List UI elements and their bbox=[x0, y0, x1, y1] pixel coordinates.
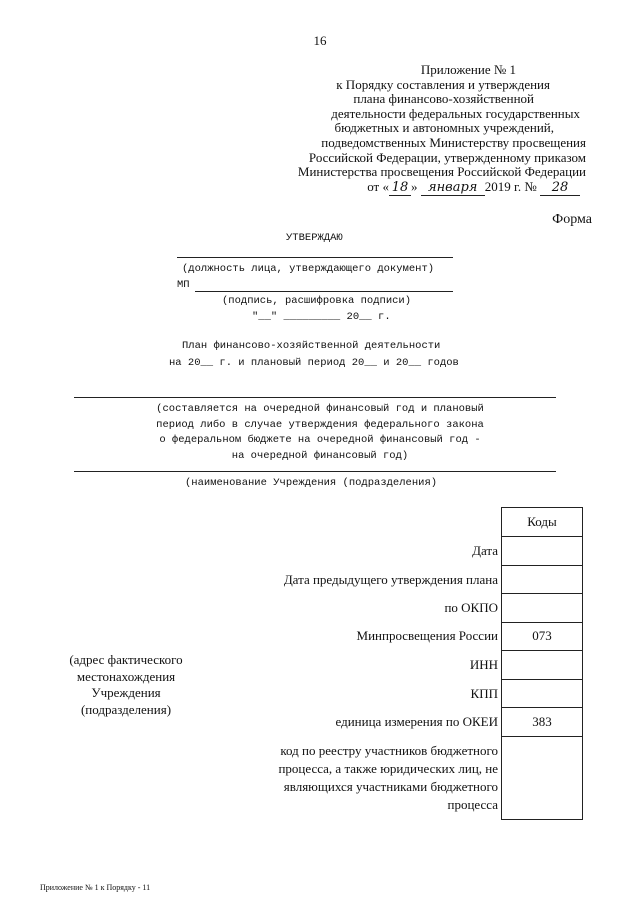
position-line bbox=[177, 257, 453, 258]
approve-title: УТВЕРЖДАЮ bbox=[286, 232, 343, 244]
registry-line: процесса, а также юридических лиц, не bbox=[278, 761, 498, 776]
period-note bbox=[100, 402, 540, 464]
institution-line bbox=[74, 471, 556, 472]
period-note-line: на очередной финансовый год) bbox=[231, 449, 409, 462]
code-cell-okei: 383 bbox=[502, 708, 583, 737]
order-year: 2019 г. № bbox=[484, 178, 537, 194]
code-cell-kpp bbox=[502, 679, 583, 708]
code-cell-registry bbox=[502, 736, 583, 819]
registry-line: процесса bbox=[447, 797, 498, 812]
registry-line: код по реестру участников бюджетного bbox=[280, 743, 498, 758]
page-number: 16 bbox=[313, 33, 327, 48]
label-ministry: Минпросвещения России bbox=[356, 628, 498, 643]
label-okpo: по ОКПО bbox=[444, 600, 498, 615]
codes-table bbox=[501, 507, 583, 820]
form-label: Форма bbox=[552, 212, 592, 227]
institution-caption: (наименование Учреждения (подразделения) bbox=[185, 477, 438, 489]
code-cell-ministry: 073 bbox=[502, 622, 583, 651]
appendix-line: бюджетных и автономных учреждений, bbox=[334, 120, 554, 136]
label-kpp: КПП bbox=[470, 686, 498, 701]
label-registry bbox=[198, 742, 498, 814]
appendix-line: подведомственных Министерству просвещения bbox=[321, 134, 586, 150]
approve-date-line: "__" _________ 20__ г. bbox=[252, 311, 391, 323]
codes-header: Коды bbox=[502, 508, 583, 537]
signature-line bbox=[195, 291, 453, 292]
order-day: 18 bbox=[389, 181, 411, 197]
address-line: Учреждения bbox=[91, 685, 161, 700]
appendix-line: плана финансово-хозяйственной bbox=[353, 91, 534, 107]
plan-title-line2: на 20__ г. и плановый период 20__ и 20__ годов bbox=[169, 357, 459, 369]
address-line: местонахождения bbox=[76, 668, 176, 684]
footer-note: Приложение № 1 к Порядку - 11 bbox=[40, 883, 151, 892]
label-date: Дата bbox=[472, 543, 498, 558]
period-note-line: (составляется на очередной финансовый год и плановый bbox=[156, 403, 484, 415]
code-cell-date bbox=[502, 537, 583, 566]
appendix-line: Приложение № 1 bbox=[420, 62, 516, 77]
label-inn: ИНН bbox=[469, 657, 498, 672]
mp-label: МП bbox=[177, 279, 190, 291]
plan-title-line1: План финансово-хозяйственной деятельности bbox=[182, 340, 441, 352]
position-caption: (должность лица, утверждающего документ) bbox=[182, 263, 435, 275]
appendix-line: деятельности федеральных государственных bbox=[331, 105, 580, 121]
label-okei: единица измерения по ОКЕИ bbox=[335, 714, 498, 729]
date-prefix: от « bbox=[367, 178, 389, 194]
appendix-line: Российской Федерации, утвержденному приказом bbox=[308, 149, 586, 165]
period-note-line: о федеральном бюджете на очередной финансовый год - bbox=[159, 434, 481, 446]
label-prev-date: Дата предыдущего утверждения плана bbox=[283, 572, 498, 587]
signature-caption: (подпись, расшифровка подписи) bbox=[222, 295, 412, 307]
appendix-line: Министерства просвещения Российской Федерации bbox=[297, 164, 586, 180]
address-caption bbox=[56, 652, 196, 718]
address-line: (подразделения) bbox=[80, 701, 172, 717]
appendix-header bbox=[286, 63, 586, 196]
code-cell-inn bbox=[502, 651, 583, 680]
period-note-line: период либо в случае утверждения федерального закона bbox=[156, 418, 484, 431]
appendix-line: к Порядку составления и утверждения bbox=[336, 76, 550, 92]
address-line: (адрес фактического bbox=[69, 652, 183, 667]
date-mid: » bbox=[410, 178, 418, 194]
code-cell-okpo bbox=[502, 594, 583, 623]
appendix-date-line bbox=[286, 180, 586, 197]
period-line bbox=[74, 397, 556, 398]
code-cell-prev-date bbox=[502, 565, 583, 594]
order-number: 28 bbox=[540, 181, 580, 197]
order-month: января bbox=[421, 181, 485, 197]
registry-line: являющихся участниками бюджетного bbox=[283, 779, 498, 794]
